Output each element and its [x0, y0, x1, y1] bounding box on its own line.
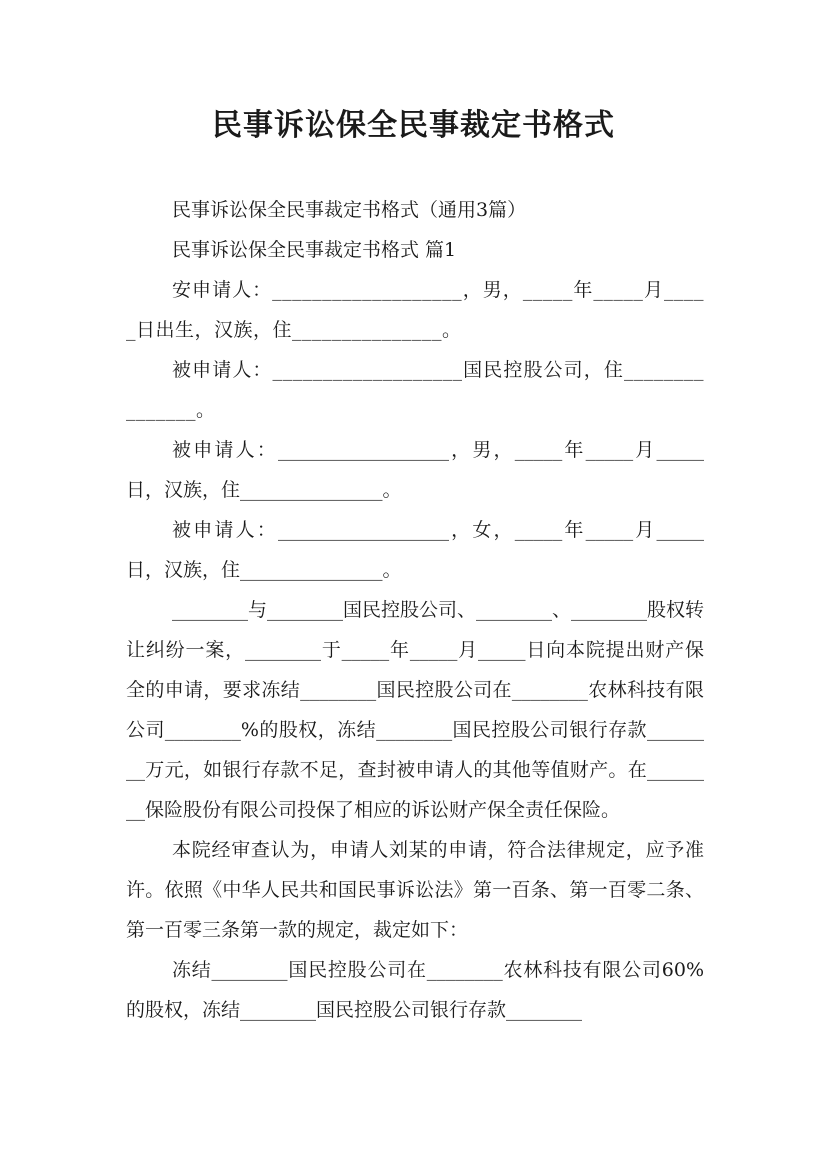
- paragraph-case-facts: ________与________国民控股公司、________、________股权转让纠纷一案，________于_____年_____月_____日向本院提出财产保全的申请，要求冻结________国民控股公司在________农林科技有限公司________%的股权，冻结________国民控股公司银行存款________万元，如银行存款不足，查封被申请人的其他等值财产。在________保险股份有限公司投保了相应的诉讼财产保全责任保险。: [126, 599, 705, 821]
- paragraph-subtitle: 民事诉讼保全民事裁定书格式（通用3篇）: [172, 199, 527, 221]
- document-title: 民事诉讼保全民事裁定书格式: [212, 108, 615, 143]
- paragraph-respondent-company: 被申请人：___________________国民控股公司，住_______________。: [126, 359, 704, 421]
- paragraph-section-heading: 民事诉讼保全民事裁定书格式 篇1: [172, 239, 457, 261]
- paragraph-applicant: 安申请人：___________________，男，_____年_____月_____日出生，汉族，住_______________。: [126, 279, 704, 341]
- paragraph-respondent-male: 被申请人：__________________，男，_____年_____月_____日，汉族，住_______________。: [126, 439, 704, 501]
- paragraph-ruling: 冻结________国民控股公司在________农林科技有限公司60%的股权，冻结________国民控股公司银行存款________: [126, 959, 704, 1021]
- document-body: [126, 190, 704, 1030]
- paragraph-court-review: 本院经审查认为，申请人刘某的申请，符合法律规定，应予准许。依照《中华人民共和国民事诉讼法》第一百条、第一百零二条、第一百零三条第一款的规定，裁定如下：: [126, 839, 704, 941]
- paragraph-respondent-female: 被申请人：__________________，女，_____年_____月_____日，汉族，住_______________。: [126, 519, 704, 581]
